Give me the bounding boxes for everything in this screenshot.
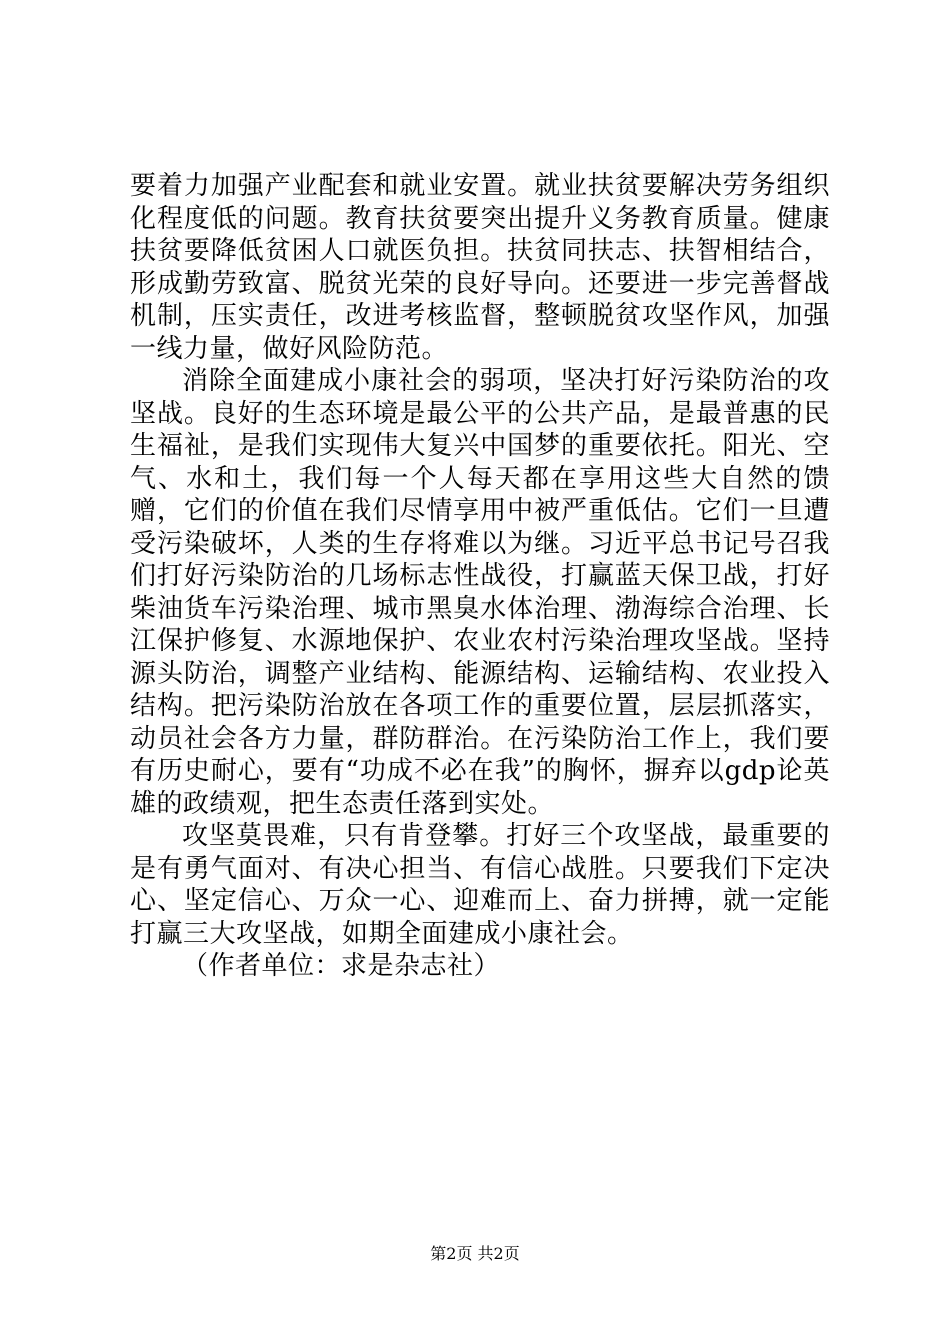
paragraph-pollution: 消除全面建成小康社会的弱项，坚决打好污染防治的攻坚战。良好的生态环境是最公平的公共产品，是最普惠的民生福祉，是我们实现伟大复兴中国梦的重要依托。阳光、空气、水和土，我们每一个人每天都在享用这些大自然的馈赠，它们的价值在我们尽情享用中被严重低估。它们一旦遭受污染破坏，人类的生存将难以为继。习近平总书记号召我们打好污染防治的几场标志性战役，打赢蓝天保卫战，打好柴油货车污染治理、城市黑臭水体治理、渤海综合治理、长江保护修复、水源地保护、农业农村污染治理攻坚战。坚持源头防治，调整产业结构、能源结构、运输结构、农业投入结构。把污染防治放在各项工作的重要位置，层层抓落实，动员社会各方力量，群防群治。在污染防治工作上，我们要有历史耐心，要有“功成不必在我”的胸怀，摒弃以gdp论英雄的政绩观，把生态责任落到实处。 — [130, 366, 830, 819]
document-body — [130, 170, 830, 983]
author-affiliation: （作者单位：求是杂志社） — [182, 951, 501, 981]
page-footer: 第2页 共2页 — [430, 1244, 520, 1263]
paragraph-continued: 要着力加强产业配套和就业安置。就业扶贫要解决劳务组织化程度低的问题。教育扶贫要突出提升义务教育质量。健康扶贫要降低贫困人口就医负担。扶贫同扶志、扶智相结合，形成勤劳致富、脱贫光荣的良好导向。还要进一步完善督战机制，压实责任，改进考核监督，整顿脱贫攻坚作风，加强一线力量，做好风险防范。 — [130, 171, 830, 364]
paragraph-conclusion: 攻坚莫畏难，只有肯登攀。打好三个攻坚战，最重要的是有勇气面对、有决心担当、有信心战胜。只要我们下定决心、坚定信心、万众一心、迎难而上、奋力拼搏，就一定能打赢三大攻坚战，如期全面建成小康社会。 — [130, 821, 830, 949]
